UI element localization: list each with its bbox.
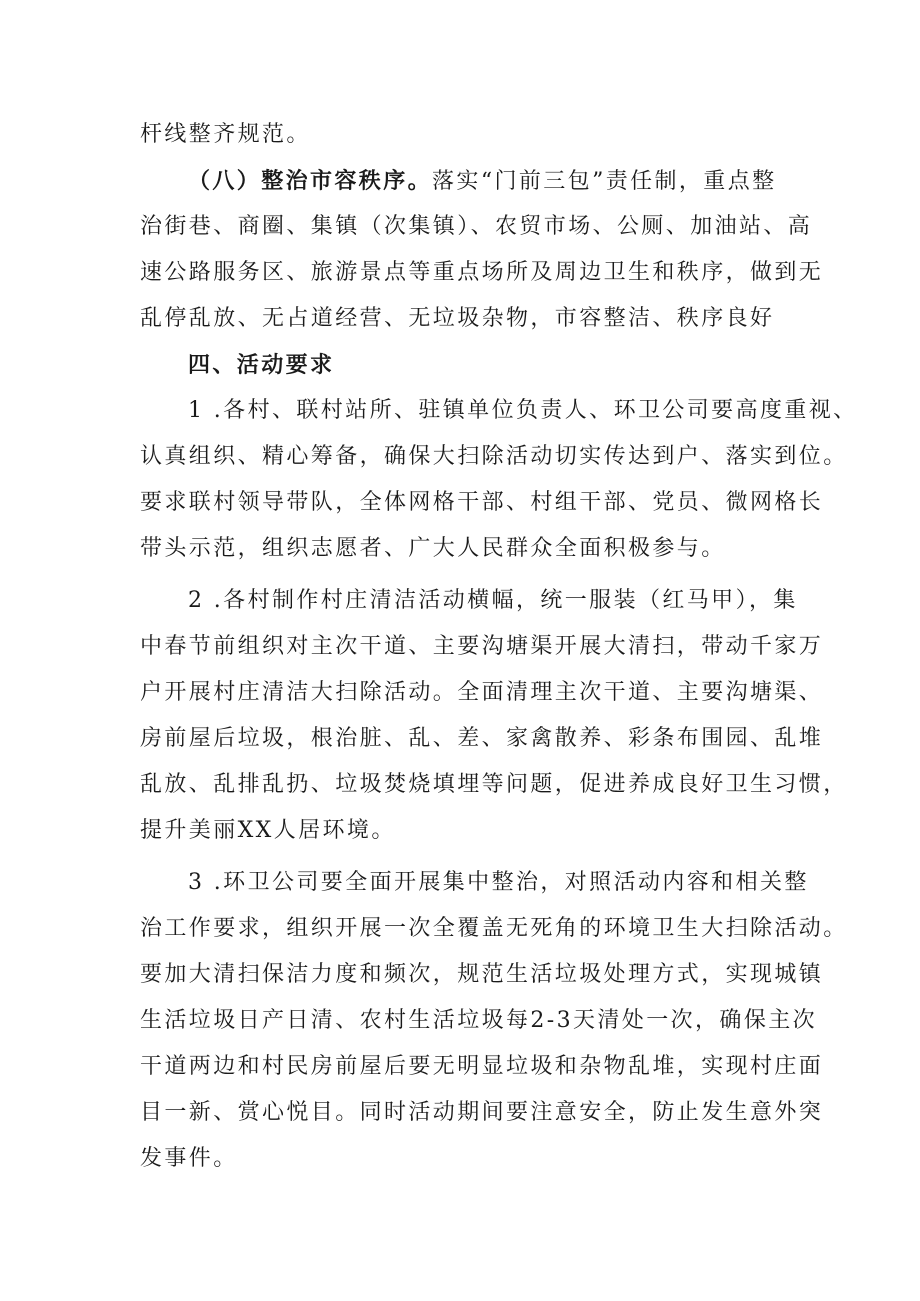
paragraph-line: 治工作要求，组织开展一次全覆盖无死角的环境卫生大扫除活动。 [140,916,848,941]
paragraph-line: 乱放、乱排乱扔、垃圾焚烧填埋等问题，促进养成良好卫生习惯， [140,772,848,797]
paragraph-line: 认真组织、精心筹备，确保大扫除活动切实传达到户、落实到位。 [140,444,848,469]
paragraph-line: 户开展村庄清洁大扫除活动。全面清理主次干道、主要沟塘渠、 [140,680,824,705]
paragraph-line: 乱停乱放、无占道经营、无垃圾杂物，市容整洁、秩序良好 [140,306,775,331]
paragraph-line: 1 .各村、联村站所、驻镇单位负责人、环卫公司要高度重视、 [188,398,858,423]
paragraph-line: 2 .各村制作村庄清洁活动横幅，统一服装（红马甲），集 [188,588,798,613]
paragraph-line: 中春节前组织对主次干道、主要沟塘渠开展大清扫，带动千家万 [140,634,824,659]
paragraph-line: 提升美丽XX人居环境。 [140,818,396,843]
section-heading-8: （八）整治市容秩序。 [188,168,433,194]
paragraph-line [188,158,777,204]
paragraph-line: 治街巷、商圈、集镇（次集镇）、农贸市场、公厕、加油站、高 [140,214,813,239]
paragraph-line: 3 .环卫公司要全面开展集中整治，对照活动内容和相关整 [188,870,809,895]
paragraph-line: 发事件。 [140,1146,238,1171]
paragraph-line: 要求联村领导带队，全体网格干部、村组干部、党员、微网格长 [140,490,824,515]
paragraph-line: 带头示范，组织志愿者、广大人民群众全面积极参与。 [140,536,726,561]
paragraph-text: 落实“门前三包”责任制，重点整 [432,169,777,194]
section-heading-4: 四、活动要求 [188,352,335,378]
paragraph-line: 生活垃圾日产日清、农村生活垃圾每2-3天清处一次，确保主次 [140,1008,818,1033]
paragraph-line: 杆线整齐规范。 [140,122,311,147]
paragraph-line: 干道两边和村民房前屋后要无明显垃圾和杂物乱堆，实现村庄面 [140,1054,824,1079]
paragraph-line: 房前屋后垃圾，根治脏、乱、差、家禽散养、彩条布围园、乱堆 [140,726,824,751]
paragraph-line: 速公路服务区、旅游景点等重点场所及周边卫生和秩序，做到无 [140,260,824,285]
paragraph-line: 目一新、赏心悦目。同时活动期间要注意安全，防止发生意外突 [140,1100,824,1125]
paragraph-line: 要加大清扫保洁力度和频次，规范生活垃圾处理方式，实现城镇 [140,962,824,987]
